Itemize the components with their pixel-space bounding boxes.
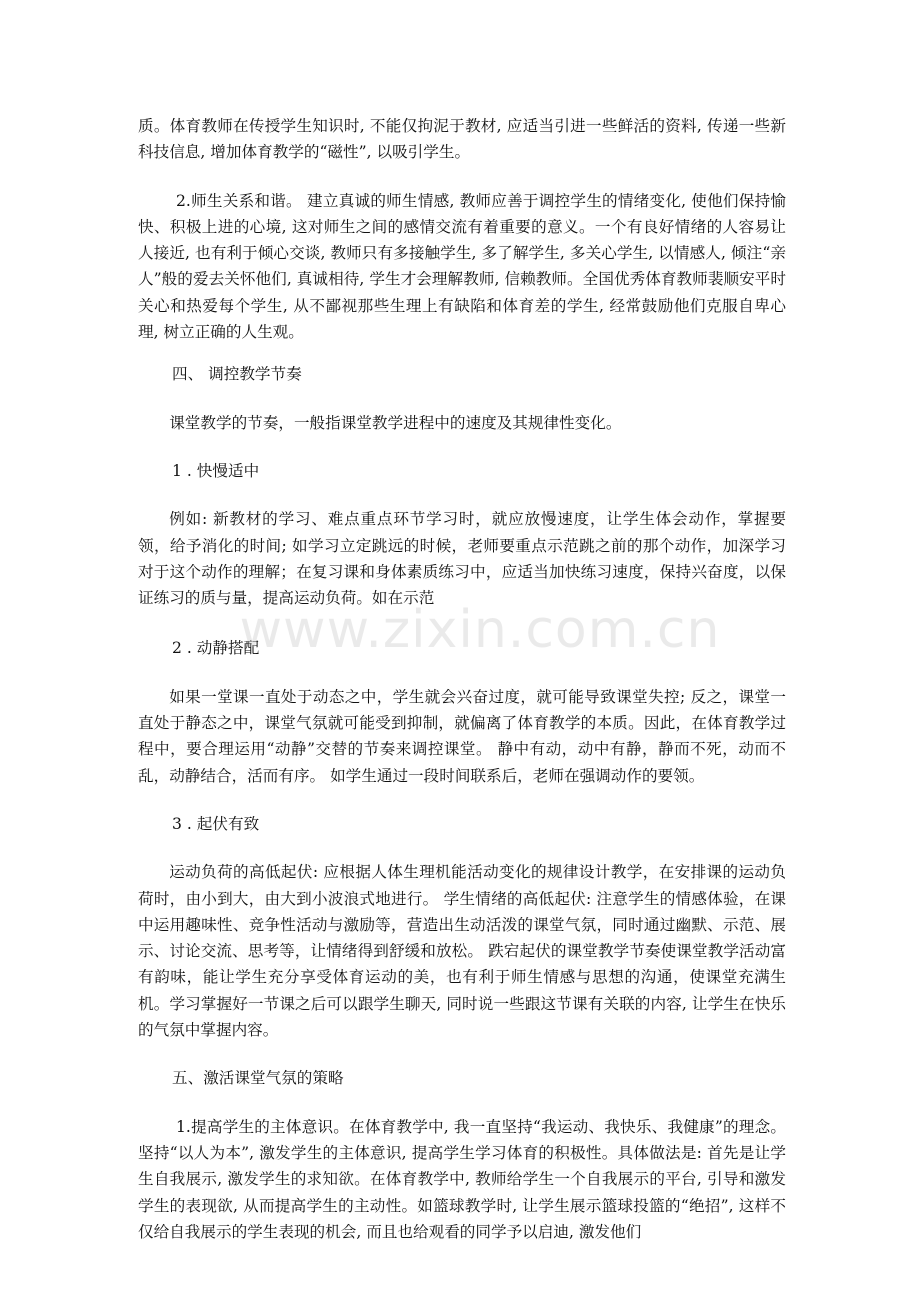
paragraph-continuation: 质。体育教师在传授学生知识时, 不能仅拘泥于教材, 应适当引进一些鲜活的资料, 传递一些新科技信息, 增加体育教学的“磁性”, 以吸引学生。 [138, 117, 786, 162]
paragraph-speed: 例如: 新教材的学习、难点重点环节学习时，就应放慢速度，让学生体会动作，掌握要领，给予消化的时间; 如学习立定跳远的时候，老师要重点示范跳之前的那个动作，加深学习对于这个动作的理解；在复习课和身体素质练习中，应适当加快练习速度，保持兴奋度，以保证练习的质与量，提高运动负荷。如在示范 [138, 510, 786, 608]
section-heading-atmosphere: 五、激活课堂气氛的策略 [172, 1069, 344, 1088]
watermark-text: www.zixin.com.cn [239, 600, 721, 660]
paragraph-ups-downs: 运动负荷的高低起伏: 应根据人体生理机能活动变化的规律设计教学，在安排课的运动负荷时，由小到大，由大到小波浪式地进行。 学生情绪的高低起伏: 注意学生的情感体验，在课中运用趣味性、竞争性活动与激励等，营造出生动活泼的课堂气氛，同时通过幽默、示范、展示、讨论交流、思考等，让情绪得到舒缓和放松。 跌宕起伏的课堂教学节奏使课堂教学活动富有韵味，能让学生充分享受体育运动的美，也有利于师生情感与思想的沟通，使课堂充满生机。学习掌握好一节课之后可以跟学生聊天, 同时说一些跟这节课有关联的内容, 让学生在快乐的气氛中掌握内容。 [138, 863, 786, 1040]
paragraph-motion-stillness: 如果一堂课一直处于动态之中，学生就会兴奋过度，就可能导致课堂失控; 反之，课堂一直处于静态之中，课堂气氛就可能受到抑制，就偏离了体育教学的本质。因此，在体育教学过程中，要合理运用“动静”交替的节奏来调控课堂。 静中有动，动中有静，静而不死，动而不乱，动静结合，活而有序。 如学生通过一段时间联系后，老师在强调动作的要领。 [138, 687, 786, 785]
subheading-ups-downs: 3 . 起伏有致 [172, 814, 260, 833]
paragraph-teacher-student-relation: 2.师生关系和谐。 建立真诚的师生情感, 教师应善于调控学生的情绪变化, 使他们保持愉快、积极上进的心境, 这对师生之间的感情交流有着重要的意义。一个有良好情绪的人容易让人接近, 也有利于倾心交谈, 教师只有多接触学生, 多了解学生, 多关心学生, 以情感人, 倾注“亲人”般的爱去关怀他们, 真诚相待, 学生才会理解教师, 信赖教师。全国优秀体育教师裴顺安平时关心和热爱每个学生, 从不鄙视那些生理上有缺陷和体育差的学生, 经常鼓励他们克服自卑心理, 树立正确的人生观。 [138, 191, 786, 342]
subheading-motion-stillness: 2 . 动静搭配 [172, 639, 260, 658]
paragraph-rhythm-definition: 课堂教学的节奏，一般指课堂教学进程中的速度及其规律性变化。 [169, 413, 622, 432]
document-body [138, 113, 786, 1245]
paragraph-subject-awareness: 1.提高学生的主体意识。在体育教学中, 我一直坚持“我运动、我快乐、我健康”的理念。坚持“以人为本”, 激发学生的主体意识, 提高学生学习体育的积极性。具体做法是: 首先是让学生自我展示, 激发学生的求知欲。在体育教学中, 教师给学生一个自我展示的平台, 引导和激发学生的表现欲, 从而提高学生的主动性。如篮球教学时, 让学生展示篮球投篮的“绝招”, 这样不仅给自我展示的学生表现的机会, 而且也给观看的同学予以启迪, 激发他们 [138, 1117, 786, 1241]
section-heading-rhythm: 四、 调控教学节奏 [172, 365, 302, 384]
subheading-speed: 1 . 快慢适中 [172, 461, 260, 480]
